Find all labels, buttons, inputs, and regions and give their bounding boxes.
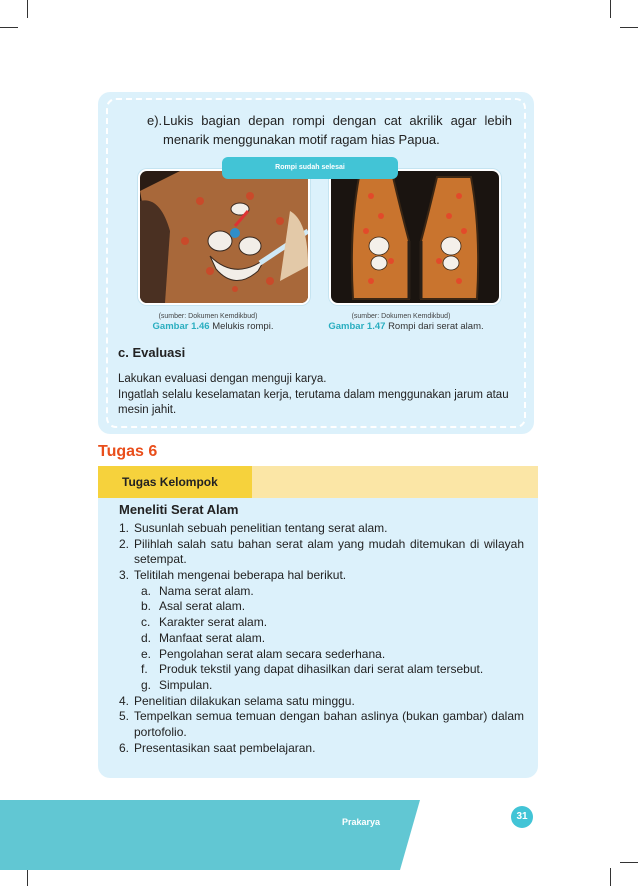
figure-source-2: (sumber: Dokumen Kemdikbud) xyxy=(351,313,451,320)
crop-mark xyxy=(620,27,638,28)
list-item-text: Susunlah sebuah penelitian tentang serat alam. xyxy=(134,521,388,535)
list-subitem-letter: f. xyxy=(141,662,148,677)
painting-vest-image xyxy=(140,171,308,303)
evaluation-text xyxy=(118,372,520,419)
figure-label-1: Gambar 1.46 xyxy=(152,321,210,332)
evaluation-line-2: Ingatlah selalu keselamatan kerja, terutama dalam menggunakan jarum atau mesin jahit. xyxy=(118,388,509,416)
crop-mark xyxy=(610,868,611,886)
crop-mark xyxy=(27,0,28,18)
list-subitem xyxy=(119,678,524,694)
evaluation-title: c. Evaluasi xyxy=(118,345,186,360)
list-subitem xyxy=(119,599,524,615)
list-subitem xyxy=(119,584,524,600)
crop-mark xyxy=(0,27,18,28)
finished-vest-image xyxy=(331,171,499,303)
list-item-number: 6. xyxy=(119,740,130,755)
figure-caption-2 xyxy=(306,321,506,332)
list-subitem xyxy=(119,647,524,663)
crop-mark xyxy=(610,0,611,18)
list-item xyxy=(119,568,524,584)
list-subitem-text: Produk tekstil yang dapat dihasilkan dari serat alam tersebut. xyxy=(159,662,484,677)
list-item xyxy=(119,537,524,568)
task-heading: Tugas 6 xyxy=(98,443,158,460)
list-subitem-text: Pengolahan serat alam secara sederhana. xyxy=(159,646,386,661)
list-item xyxy=(119,694,524,710)
figure-caption-text-2: Rompi dari serat alam. xyxy=(388,321,484,332)
footer-subject: Prakarya xyxy=(342,817,381,827)
crop-mark xyxy=(27,868,28,886)
list-item-text: Penelitian dilakukan selama satu minggu. xyxy=(134,693,355,708)
list-subitem-letter: e. xyxy=(141,646,152,661)
figure-label-2: Gambar 1.47 xyxy=(328,321,386,332)
list-subitem-letter: c. xyxy=(141,615,151,630)
list-item-number: 3. xyxy=(119,568,130,583)
list-subitem-text: Nama serat alam. xyxy=(159,583,254,598)
list-item-number: 5. xyxy=(119,709,130,724)
list-item-text: Presentasikan saat pembelajaran. xyxy=(134,740,316,755)
crop-mark xyxy=(620,862,638,863)
figure-source-1: (sumber: Dokumen Kemdikbud) xyxy=(158,313,258,320)
page-number: 31 xyxy=(511,806,533,828)
task-title: Meneliti Serat Alam xyxy=(119,502,239,517)
photo-finished-vest xyxy=(329,169,501,305)
list-item-text: Tempelkan semua temuan dengan bahan aslinya (bukan gambar) dalam portofolio. xyxy=(134,709,524,739)
footer-band xyxy=(0,800,420,870)
step-e-number: e). xyxy=(147,113,163,128)
evaluation-line-1: Lakukan evaluasi dengan menguji karya. xyxy=(118,373,327,385)
list-item xyxy=(119,709,524,740)
list-subitem-text: Manfaat serat alam. xyxy=(159,630,266,645)
figure-caption-text-1: Melukis rompi. xyxy=(212,321,274,332)
list-subitem xyxy=(119,615,524,631)
list-subitem-text: Karakter serat alam. xyxy=(159,615,268,630)
list-item xyxy=(119,521,524,537)
list-item-number: 1. xyxy=(119,521,130,535)
list-item xyxy=(119,741,524,757)
list-subitem-text: Asal serat alam. xyxy=(159,599,246,614)
list-item-number: 2. xyxy=(119,536,130,551)
photo-painting-vest xyxy=(138,169,310,305)
task-type-tab: Tugas Kelompok xyxy=(98,466,252,498)
list-subitem-letter: b. xyxy=(141,599,152,614)
list-subitem xyxy=(119,662,524,678)
list-item-text: Telitilah mengenai beberapa hal berikut. xyxy=(134,568,347,583)
figure-caption-1 xyxy=(113,321,313,332)
list-subitem-text: Simpulan. xyxy=(159,677,213,692)
list-subitem-letter: d. xyxy=(141,630,152,645)
finished-banner: Rompi sudah selesai xyxy=(222,157,398,179)
list-item-number: 4. xyxy=(119,693,130,708)
list-subitem-letter: a. xyxy=(141,583,152,598)
step-e xyxy=(147,111,512,149)
task-list xyxy=(119,521,524,756)
list-item-text: Pilihlah salah satu bahan serat alam yang mudah ditemukan di wilayah setempat. xyxy=(134,536,524,567)
list-subitem-letter: g. xyxy=(141,677,152,692)
step-e-text: Lukis bagian depan rompi dengan cat akrilik agar lebih menarik menggunakan motif ragam hias Papua. xyxy=(163,113,512,147)
list-subitem xyxy=(119,631,524,647)
